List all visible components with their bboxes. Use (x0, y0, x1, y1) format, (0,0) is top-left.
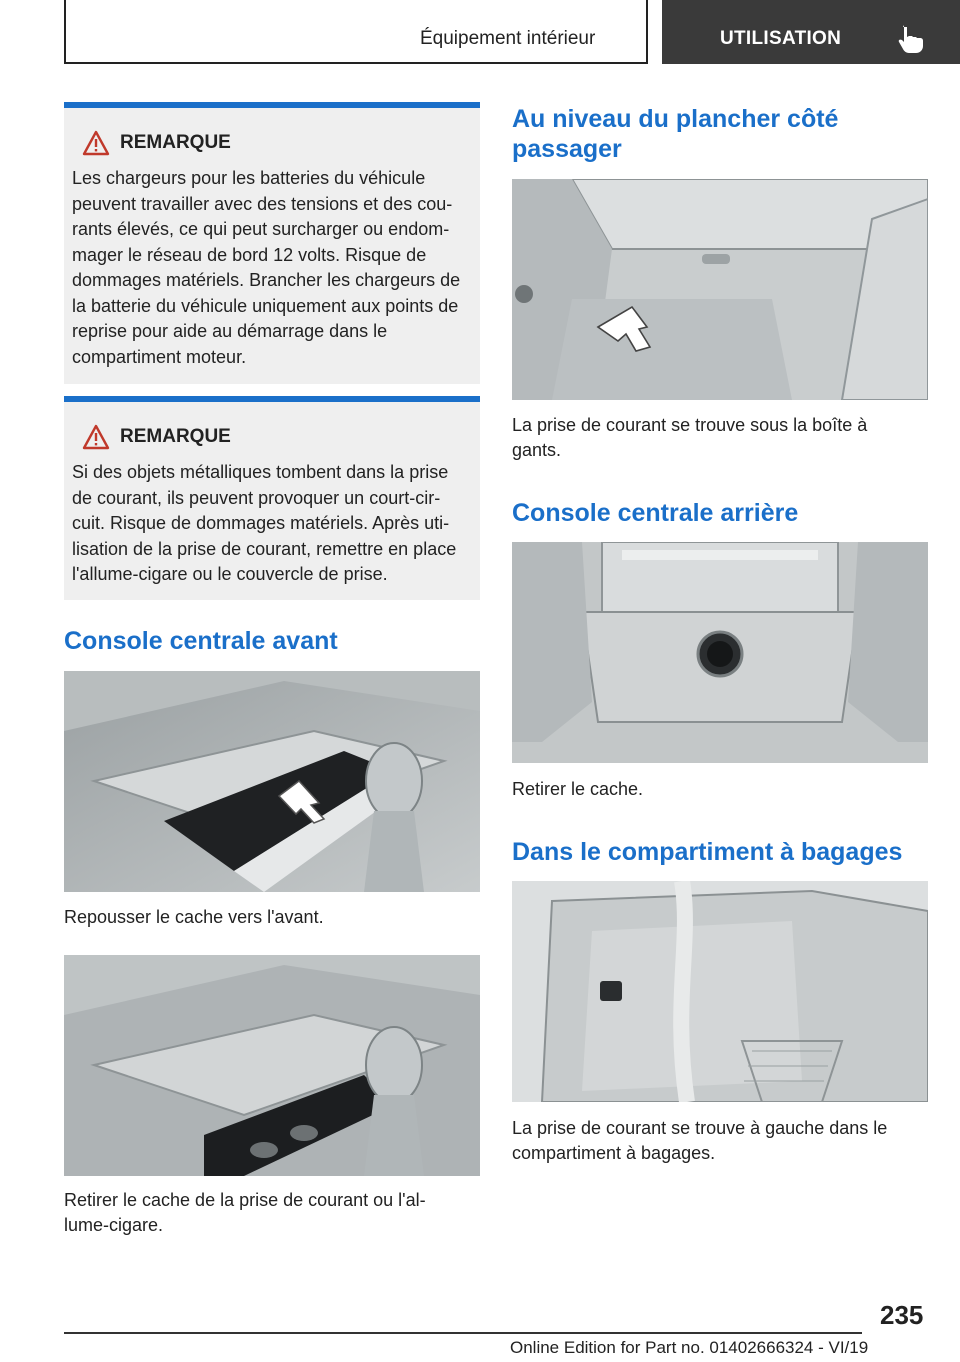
caption-rear-console: Retirer le cache. (512, 779, 644, 799)
warning-notice (64, 396, 480, 600)
warning-triangle-icon (82, 424, 110, 450)
caption-front-console-2: Retirer le cache de la prise de courant ou l'al‐lume-cigare. (64, 1190, 426, 1235)
notice-header (82, 130, 472, 156)
notice-header (82, 424, 472, 450)
section-heading-passenger-floor: Au niveau du plancher côté passager (512, 105, 839, 163)
front-console-socket-photo (64, 955, 480, 1176)
passenger-floor-photo (512, 179, 928, 400)
chapter-tab (662, 0, 960, 64)
rear-console-photo (512, 542, 928, 763)
section-heading-front-console: Console centrale avant (64, 627, 338, 655)
footer-edition: Online Edition for Part no. 01402666324 - VI/19 (510, 1338, 869, 1357)
notice-text: Les chargeurs pour les batteries du véhicule peuvent travailler avec des tensions et des cou‐rants élevés, ce qui peut surcharger ou endom‐mager le réseau de bord 12 volts. Risque de dommages matériels. Brancher les chargeurs de la batterie du véhicule uniquement aux points de reprise pour aide au démarrage dans le compartiment moteur. (72, 168, 461, 367)
section-title: Équipement intérieur (420, 28, 596, 49)
section-heading-rear-console: Console centrale arrière (512, 499, 799, 527)
warning-notice (64, 102, 480, 384)
caption-front-console-1: Repousser le cache vers l'avant. (64, 907, 324, 927)
notice-title: REMARQUE (120, 132, 231, 153)
section-heading-luggage: Dans le compartiment à bagages (512, 838, 903, 866)
pointing-hand-icon (894, 24, 924, 54)
chapter-label: UTILISATION (720, 28, 842, 49)
notice-text: Si des objets métalliques tombent dans la prise de courant, ils peuvent provoquer un court-cir‐cuit. Risque de dommages matériels. Après uti‐lisation de la prise de courant, remettre en place l'allume-cigare ou le couvercle de prise. (72, 462, 457, 584)
caption-luggage: La prise de courant se trouve à gauche dans le compartiment à bagages. (512, 1118, 888, 1163)
page-number: 235 (880, 1300, 924, 1330)
notice-title: REMARQUE (120, 426, 231, 447)
footer-rule (64, 1332, 862, 1334)
luggage-compartment-photo (512, 881, 928, 1102)
caption-passenger-floor: La prise de courant se trouve sous la boîte à gants. (512, 415, 868, 460)
warning-triangle-icon (82, 130, 110, 156)
front-console-cover-photo (64, 671, 480, 892)
